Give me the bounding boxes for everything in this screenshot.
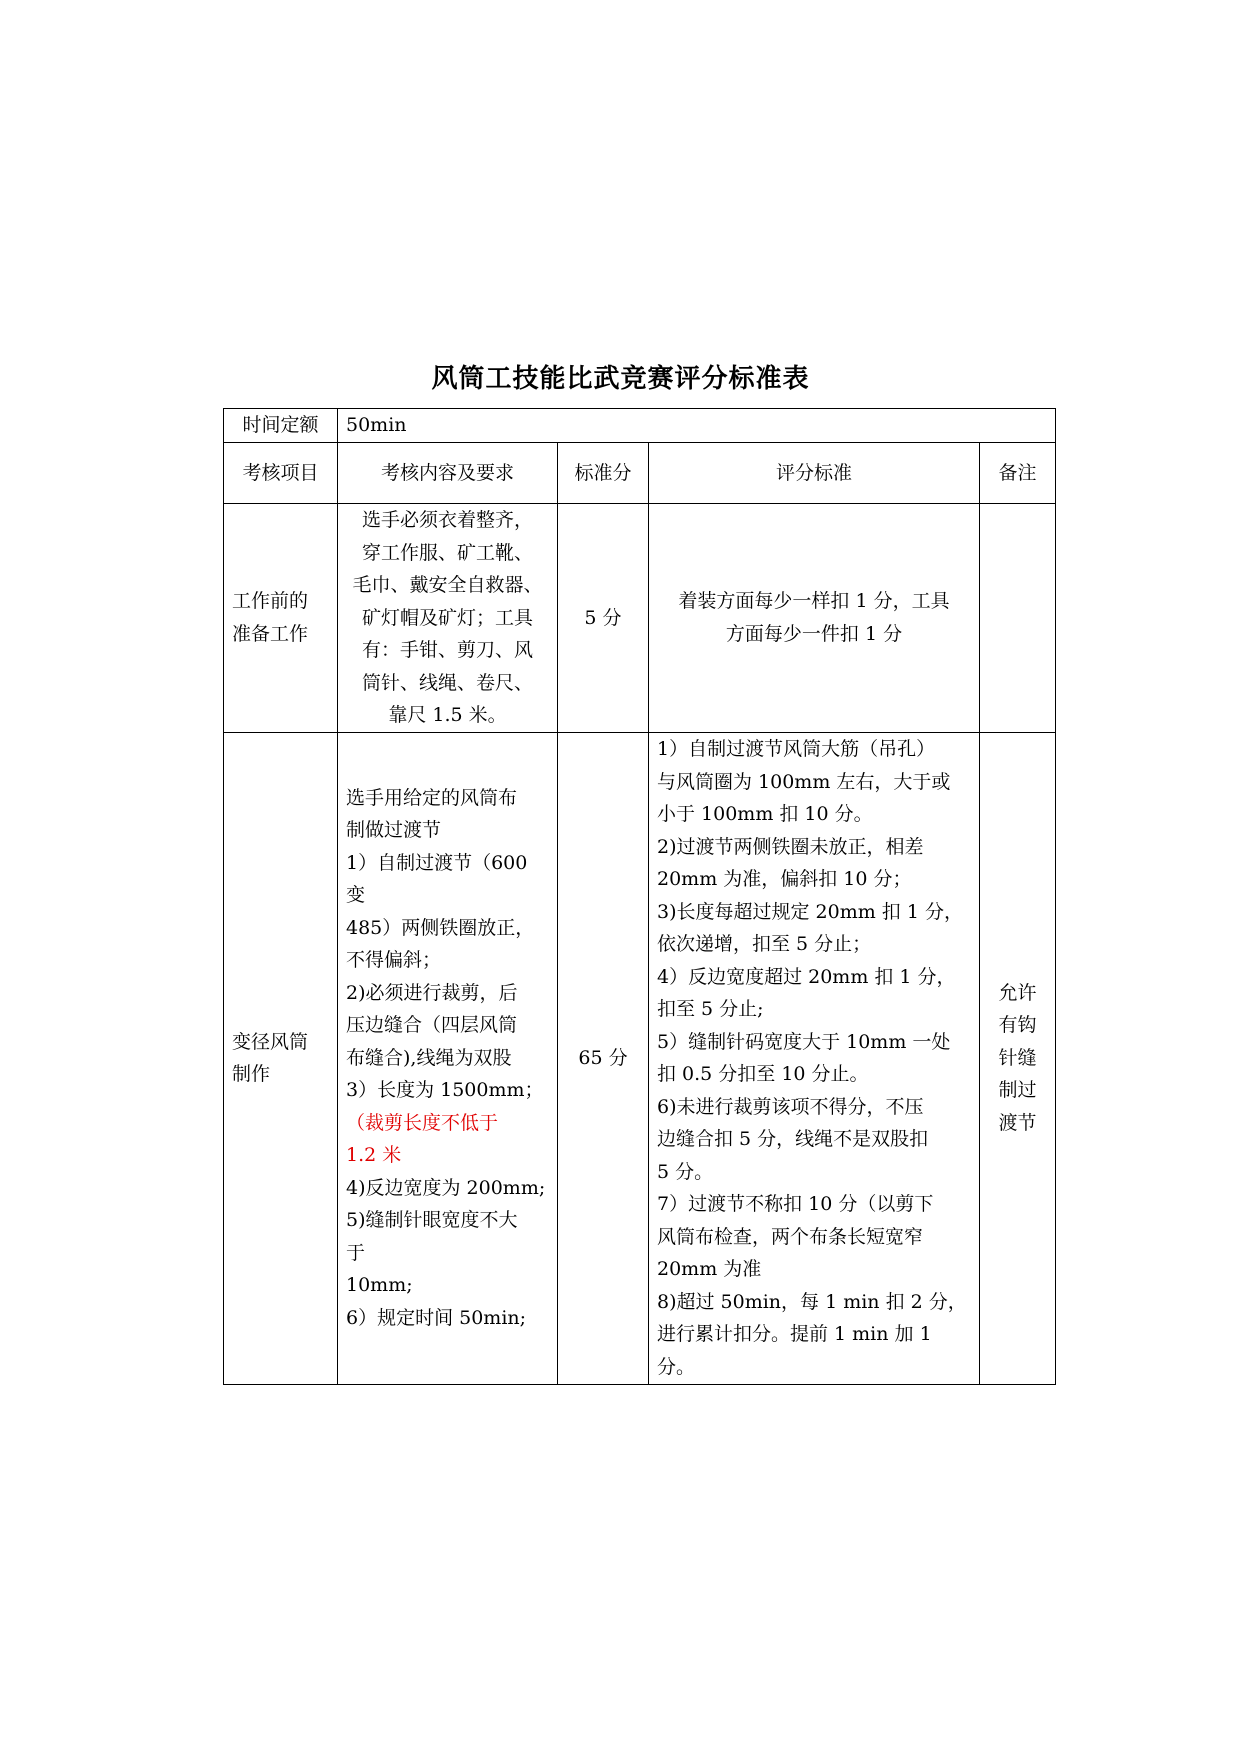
row2-note-line: 渡节 [998,1111,1037,1134]
row2-note-line: 针缝 [998,1046,1037,1069]
row2-content-line: 485）两侧铁圈放正， [346,916,535,939]
row2-criteria-line: 扣 0.5 分扣至 10 分止。 [657,1063,869,1085]
row1-content-line: 有：手钳、剪刀、风 [361,639,533,661]
header-note: 备注 [980,443,1056,504]
header-item: 考核项目 [224,443,338,504]
scoring-table [223,408,1056,1385]
row2-criteria-line: 扣至 5 分止; [657,998,764,1020]
row2-criteria-line: 20mm 为准 [657,1258,762,1280]
row2-content-line: 选手用给定的风筒布 [346,786,518,809]
row1-content [338,504,558,733]
row1-content-line: 靠尺 1.5 米。 [388,704,507,726]
row2-note-line: 允许 [998,981,1037,1004]
row2-criteria-line: 5 分。 [657,1160,714,1183]
row2-content-line: 5)缝制针眼宽度不大 [346,1209,518,1232]
row1-item [224,504,338,733]
row1-criteria-line: 方面每少一件扣 1 分 [725,622,903,645]
row2-criteria-line: 7）过渡节不称扣 10 分（以剪下 [657,1193,934,1215]
row2-item-line: 变径风筒 [232,1030,309,1053]
row2-content-line: 于 [346,1241,366,1264]
time-label: 时间定额 [224,409,338,443]
row2-criteria-line: 依次递增，扣至 5 分止； [657,933,872,955]
row2-criteria-line: 小于 100mm 扣 10 分。 [657,803,873,825]
row2-criteria-line: 2)过渡节两侧铁圈未放正，相差 [657,835,924,858]
row2-criteria-line: 20mm 为准，偏斜扣 10 分； [657,868,912,890]
header-row [224,443,1056,504]
row1-content-line: 穿工作服、矿工靴、 [361,541,533,564]
row2-content-line: 1）自制过渡节（600 [346,851,528,874]
row2-content-line: 10mm; [346,1274,413,1297]
table-row [224,732,1056,1384]
row2-criteria-line: 分。 [657,1355,696,1378]
time-row [224,409,1056,443]
header-score: 标准分 [558,443,649,504]
row1-criteria [649,504,980,733]
row1-item-line: 工作前的 [232,590,309,613]
header-criteria: 评分标准 [649,443,980,504]
row1-content-line: 矿灯帽及矿灯；工具 [361,606,533,629]
row2-content-line: 压边缝合（四层风筒 [346,1014,518,1037]
row2-content-line: 制做过渡节 [346,819,442,842]
row1-score: 5 分 [558,504,649,733]
row2-item [224,732,338,1384]
row2-criteria-line: 1）自制过渡节风筒大筋（吊孔） [657,738,936,760]
row2-content-line: 6）规定时间 50min; [346,1306,527,1329]
row1-content-line: 毛巾、戴安全自救器、 [352,574,543,596]
row2-note [980,732,1056,1384]
row2-note-line: 有钩 [998,1014,1037,1037]
row2-note-line: 制过 [998,1079,1037,1102]
time-value: 50min [338,409,1056,443]
row2-content-line: 布缝合),线绳为双股 [346,1046,512,1069]
row2-criteria [649,732,980,1384]
row2-content-red-line: （裁剪长度不低于 [346,1111,499,1134]
row2-content-line: 3）长度为 1500mm； [346,1079,544,1102]
row1-content-line: 筒针、线绳、卷尺、 [361,671,533,694]
row2-criteria-line: 与风筒圈为 100mm 左右，大于或 [657,770,951,793]
row2-criteria-line: 6)未进行裁剪该项不得分，不压 [657,1095,924,1118]
row2-content-red-line: 1.2 米 [346,1144,402,1167]
row2-criteria-line: 5）缝制针码宽度大于 10mm 一处 [657,1030,951,1053]
page-title: 风筒工技能比武竞赛评分标准表 [431,364,810,394]
row1-note [980,504,1056,733]
row2-score: 65 分 [558,732,649,1384]
table-row [224,504,1056,733]
row2-criteria-line: 边缝合扣 5 分，线绳不是双股扣 [657,1128,929,1150]
row2-content-line: 4)反边宽度为 200mm; [346,1176,546,1199]
row2-content-line: 2)必须进行裁剪，后 [346,981,518,1004]
row1-content-line: 选手必须衣着整齐， [361,509,533,531]
row2-criteria-line: 8)超过 50min，每 1 min 扣 2 分， [657,1290,967,1313]
row2-content [338,732,558,1384]
row2-item-line: 制作 [232,1063,271,1085]
row2-criteria-line: 风筒布检查，两个布条长短宽窄 [657,1225,924,1248]
row1-item-line: 准备工作 [232,622,309,645]
row1-criteria-line: 着装方面每少一样扣 1 分，工具 [678,590,950,613]
header-content: 考核内容及要求 [338,443,558,504]
row2-criteria-line: 4）反边宽度超过 20mm 扣 1 分， [657,965,956,988]
row2-criteria-line: 进行累计扣分。提前 1 min 加 1 [657,1323,932,1345]
row2-content-line: 不得偏斜； [346,949,442,972]
row2-criteria-line: 3)长度每超过规定 20mm 扣 1 分， [657,900,963,923]
row2-content-line: 变 [346,884,366,907]
